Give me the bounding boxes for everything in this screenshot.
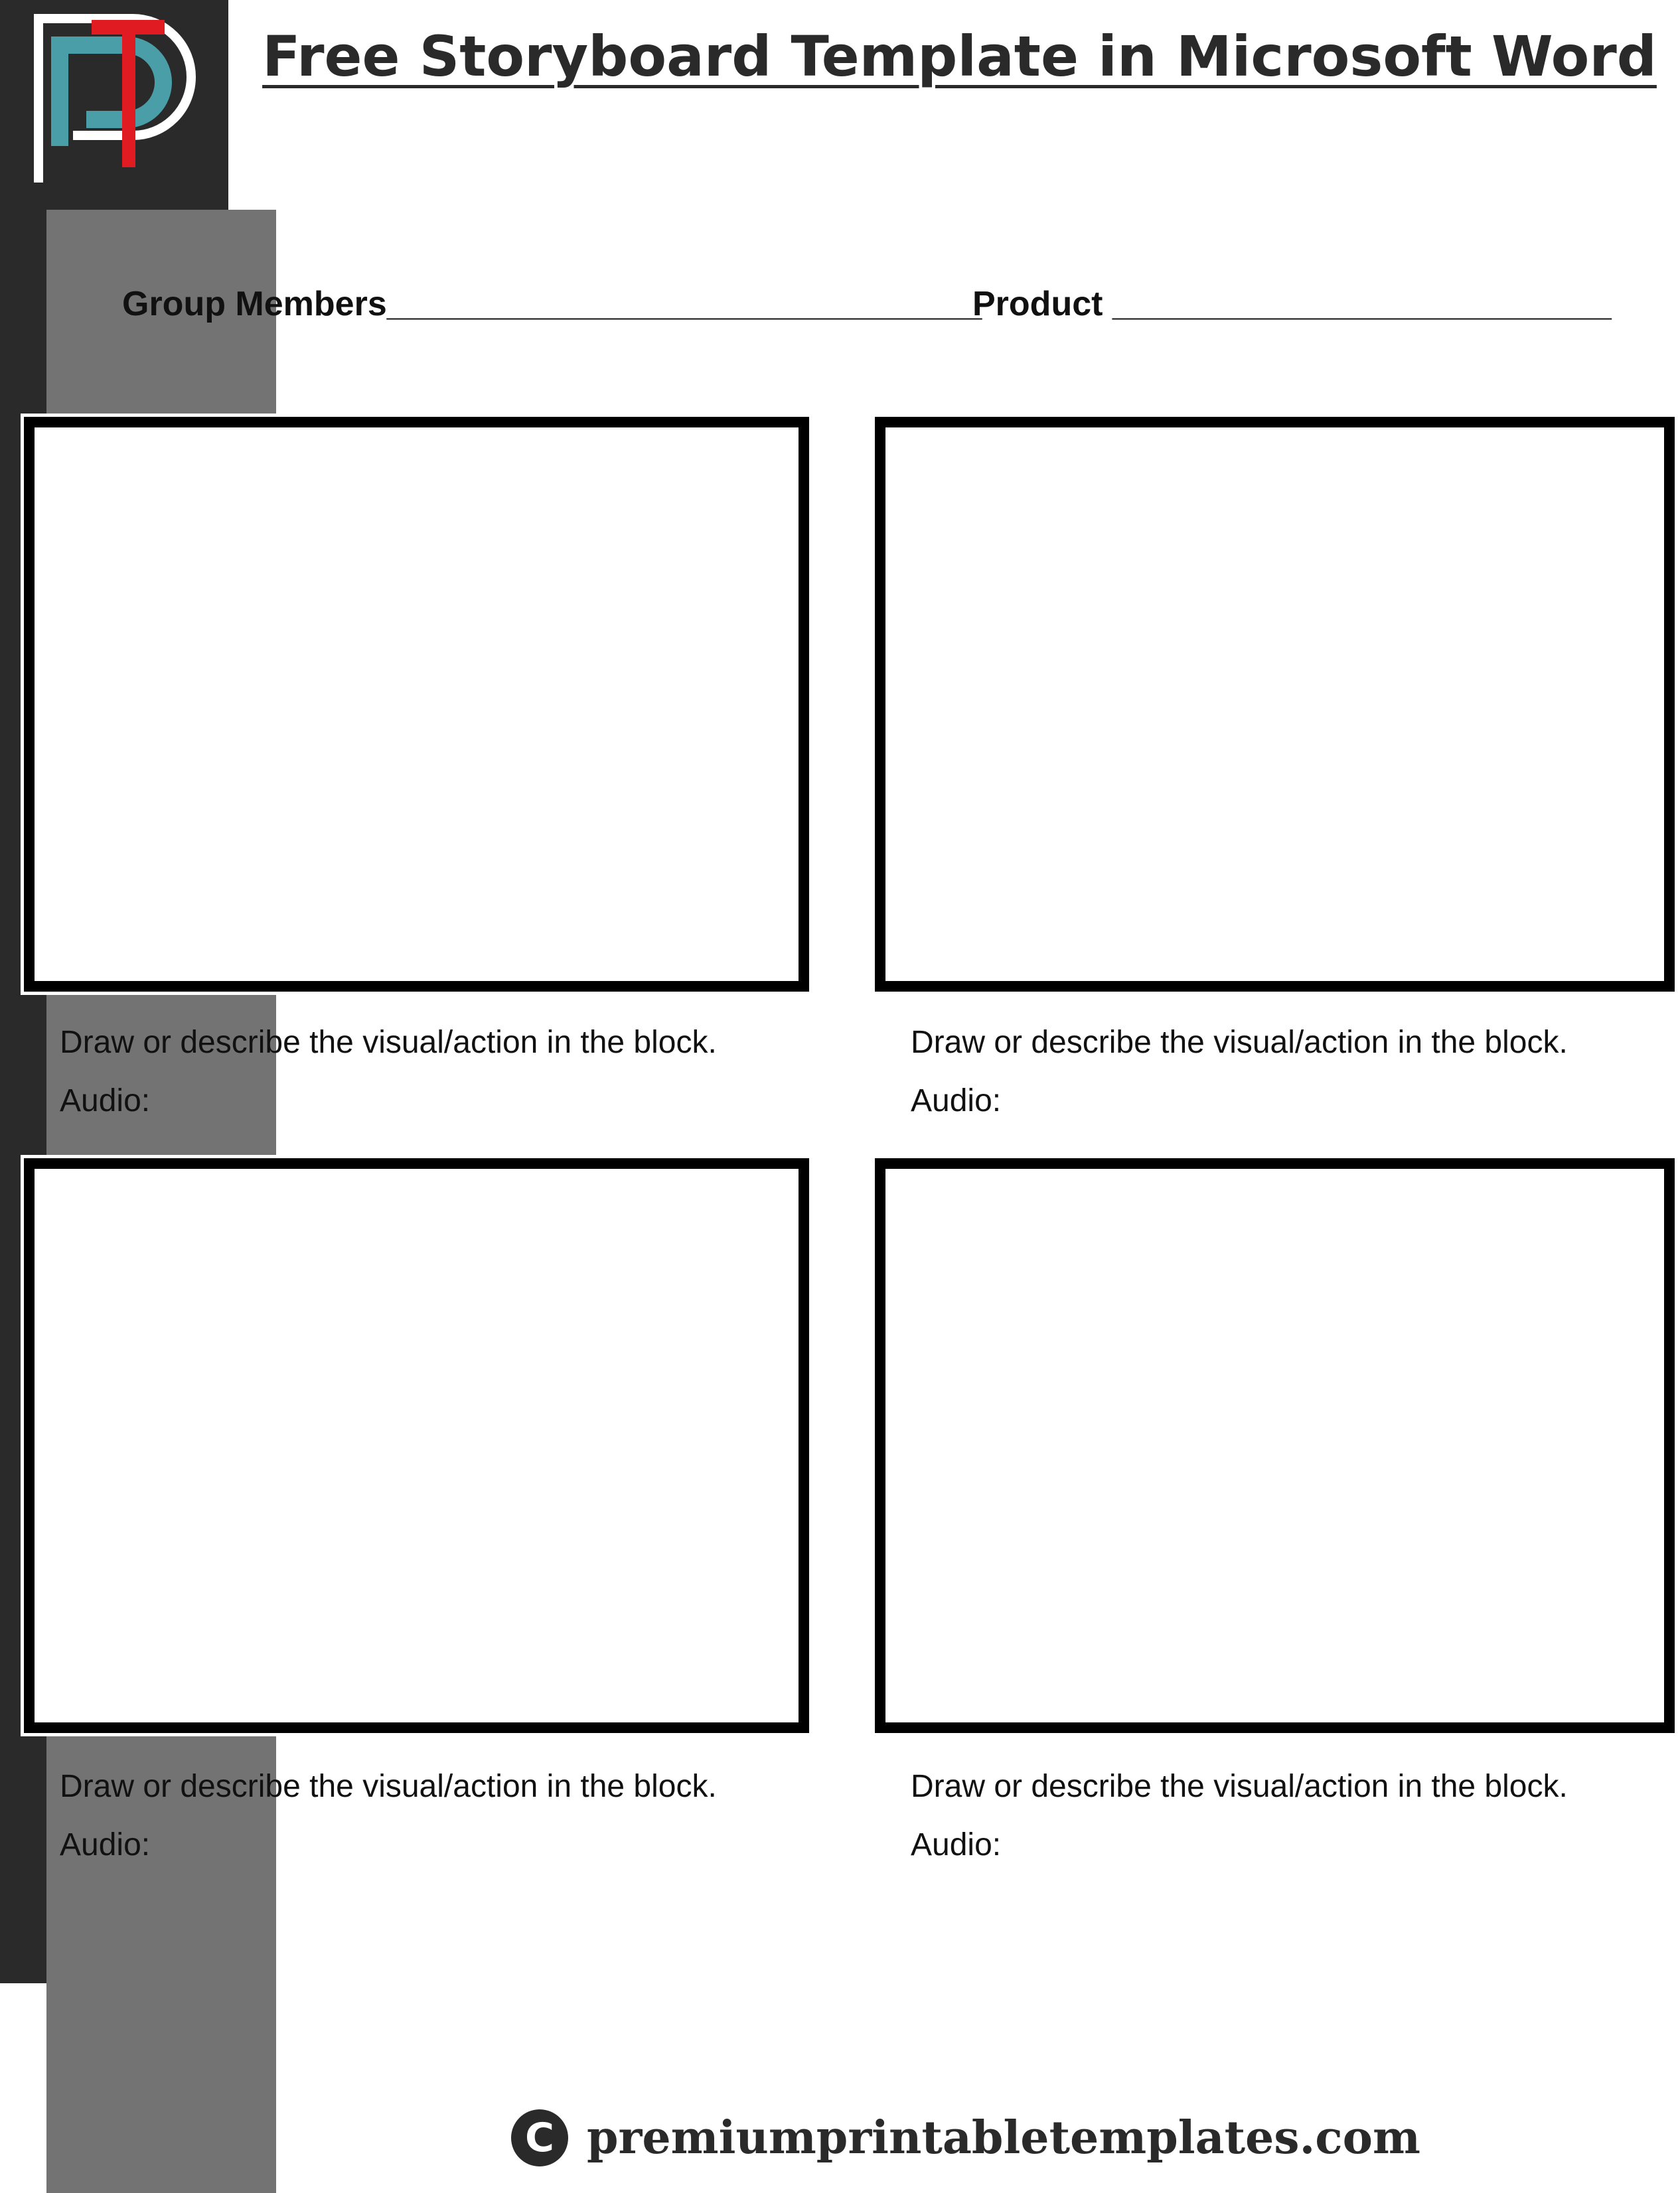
audio-label[interactable]: Audio:: [60, 1827, 151, 1862]
product-field[interactable]: Product __________________________: [972, 285, 1612, 323]
storyboard-frame-3[interactable]: [24, 1158, 809, 1733]
panel-caption-1: [60, 1014, 717, 1130]
panel-caption-4: [911, 1758, 1568, 1874]
audio-label[interactable]: Audio:: [60, 1083, 151, 1118]
group-members-field[interactable]: Group Members_______________________________: [122, 285, 982, 323]
visual-instruction: Draw or describe the visual/action in the block.: [60, 1025, 717, 1060]
storyboard-frame-2[interactable]: [875, 417, 1675, 992]
page-title: Free Storyboard Template in Microsoft Word: [262, 24, 1657, 89]
storyboard-frame-1[interactable]: [24, 417, 809, 992]
visual-instruction: Draw or describe the visual/action in the block.: [911, 1769, 1568, 1804]
footer-website[interactable]: premiumprintabletemplates.com: [587, 2111, 1420, 2164]
storyboard-frame-4[interactable]: [875, 1158, 1675, 1733]
audio-label[interactable]: Audio:: [911, 1083, 1002, 1118]
audio-label[interactable]: Audio:: [911, 1827, 1002, 1862]
visual-instruction: Draw or describe the visual/action in the block.: [911, 1025, 1568, 1060]
visual-instruction: Draw or describe the visual/action in the block.: [60, 1769, 717, 1804]
copyright-icon: C: [511, 2109, 568, 2166]
panel-caption-2: [911, 1014, 1568, 1130]
footer: [511, 2109, 1420, 2166]
panel-caption-3: [60, 1758, 717, 1874]
